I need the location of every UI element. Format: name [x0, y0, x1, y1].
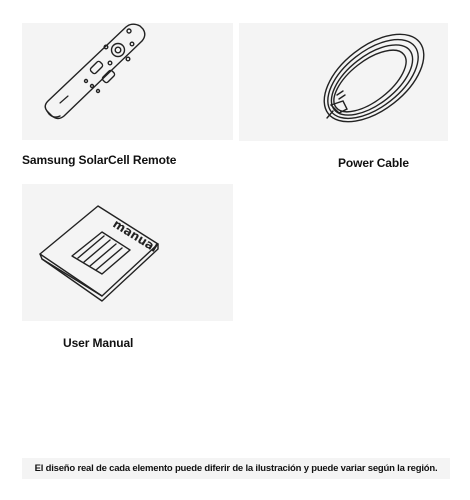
power-cable-caption: Power Cable	[338, 156, 409, 170]
user-manual-caption: User Manual	[63, 336, 134, 350]
remote-caption: Samsung SolarCell Remote	[22, 153, 177, 167]
remote-image-tile	[22, 23, 233, 140]
user-manual-image-tile	[22, 184, 233, 321]
power-cable-image-tile	[239, 23, 448, 141]
remote-control-icon	[22, 23, 233, 140]
coiled-power-cable-icon	[239, 23, 448, 141]
disclaimer-footnote: El diseño real de cada elemento puede diferir de la ilustración y puede variar según la región.	[22, 458, 450, 479]
user-manual-booklet-icon	[22, 184, 233, 321]
manual-cover-text: manual	[110, 216, 161, 255]
